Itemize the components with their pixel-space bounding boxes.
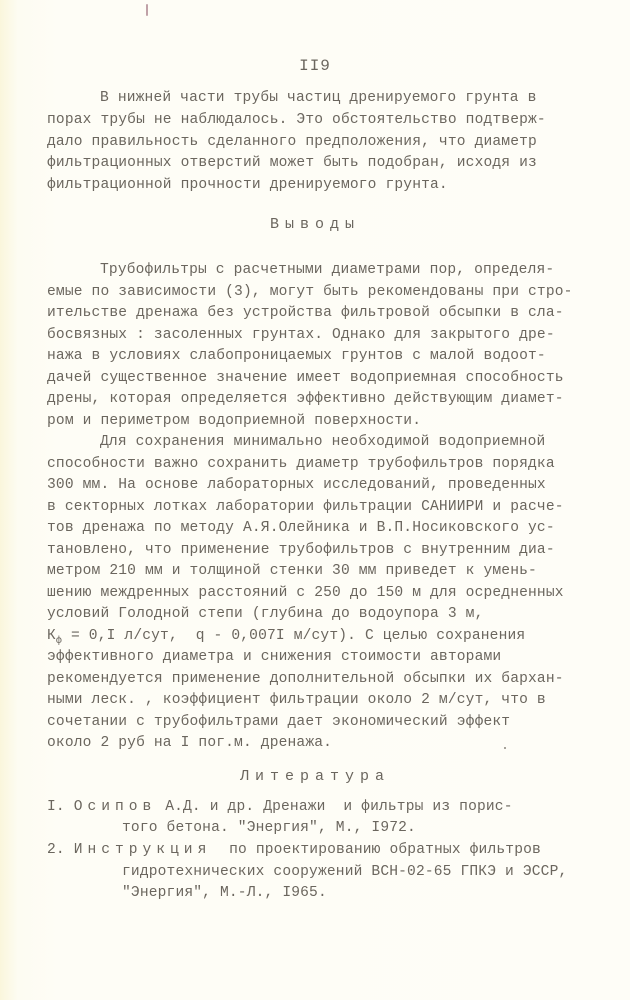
text-line: Трубофильтры с расчетными диаметрами пор, определя-	[100, 262, 555, 278]
text-line: дрены, которая определяется эффективно действующим диамет-	[47, 391, 564, 407]
ink-speck	[504, 747, 506, 749]
reference-author: Инструкция	[73, 842, 212, 858]
formula-line	[47, 626, 525, 648]
text-line: дачей существенное значение имеет водоприемная способность	[47, 370, 564, 386]
reference-number: I.	[47, 799, 65, 815]
text-line: 300 мм. На основе лабораторных исследований, проведенных	[47, 477, 546, 493]
text-line: фильтрационной прочности дренируемого грунта.	[47, 177, 448, 193]
reference-text: "Энергия", М.-Л., I965.	[122, 885, 327, 901]
text-line: емые по зависимости (3), могут быть рекомендованы при стро-	[47, 284, 573, 300]
section-heading-conclusions: Выводы	[269, 216, 360, 233]
text-line: фильтрационных отверстий может быть подобран, исходя из	[47, 155, 537, 171]
text-line: около 2 руб на I пог.м. дренажа.	[47, 735, 333, 751]
text-line: Для сохранения минимально необходимой водоприемной	[100, 434, 546, 450]
text-line: ными леск. , коэффициент фильтрации около 2 м/сут, что в	[47, 692, 546, 708]
reference-author: Осипов	[73, 799, 157, 815]
k-symbol: К	[47, 628, 56, 644]
reference-item	[47, 840, 541, 860]
text-line: дало правильность сделанного предположения, что диаметр	[47, 134, 537, 150]
reference-text: гидротехнических сооружений ВСН-02-65 ГПКЭ и ЭССР,	[122, 864, 568, 880]
page-number: II9	[299, 57, 331, 75]
text-line: тов дренажа по методу А.Я.Олейника и В.П.Носиковского ус-	[47, 520, 555, 536]
text-line: условий Голодной степи (глубина до водоупора 3 м,	[47, 606, 484, 622]
k-subscript: ф	[55, 636, 63, 647]
text-line: сочетании с трубофильтрами дает экономический эффект	[47, 714, 511, 730]
reference-text: по проектированию обратных фильтров	[211, 842, 541, 858]
reference-item	[47, 797, 513, 817]
q-symbol: q	[195, 628, 205, 644]
text-line: босвязных : засоленных грунтах. Однако для закрытого дре-	[47, 327, 555, 343]
text-line: ительстве дренажа без устройства фильтровой обсыпки в сла-	[47, 305, 564, 321]
text-line: ром и периметром водоприемной поверхности.	[47, 413, 422, 429]
text-line: В нижней части трубы частиц дренируемого грунта в	[100, 90, 537, 106]
section-heading-literature: Литература	[239, 768, 390, 785]
text-line: тановлено, что применение трубофильтров с внутренним диа-	[47, 542, 555, 558]
pen-mark	[146, 4, 148, 16]
text-line: метром 210 мм и толщиной стенки 30 мм приведет к умень-	[47, 563, 537, 579]
text-line: нажа в условиях слабопроницаемых грунтов с малой водоот-	[47, 348, 546, 364]
reference-number: 2.	[47, 842, 65, 858]
q-value: - 0,007I м/сут). С целью сохранения	[204, 628, 526, 644]
text-line: эффективного диаметра и снижения стоимости авторами	[47, 649, 502, 665]
k-value: = 0,I л/сут,	[62, 628, 196, 644]
text-line: порах трубы не наблюдалось. Это обстоятельство подтверж-	[47, 112, 546, 128]
reference-text: того бетона. "Энергия", М., I972.	[122, 820, 416, 836]
reference-text: А.Д. и др. Дренажи и фильтры из порис-	[156, 799, 513, 815]
text-line: способности важно сохранить диаметр трубофильтров порядка	[47, 456, 555, 472]
text-line: в секторных лотках лаборатории фильтрации САНИИРИ и расче-	[47, 499, 564, 515]
text-line: шению междренных расстояний с 250 до 150 м для осредненных	[47, 585, 564, 601]
text-line: рекомендуется применение дополнительной обсыпки их бархан-	[47, 671, 564, 687]
